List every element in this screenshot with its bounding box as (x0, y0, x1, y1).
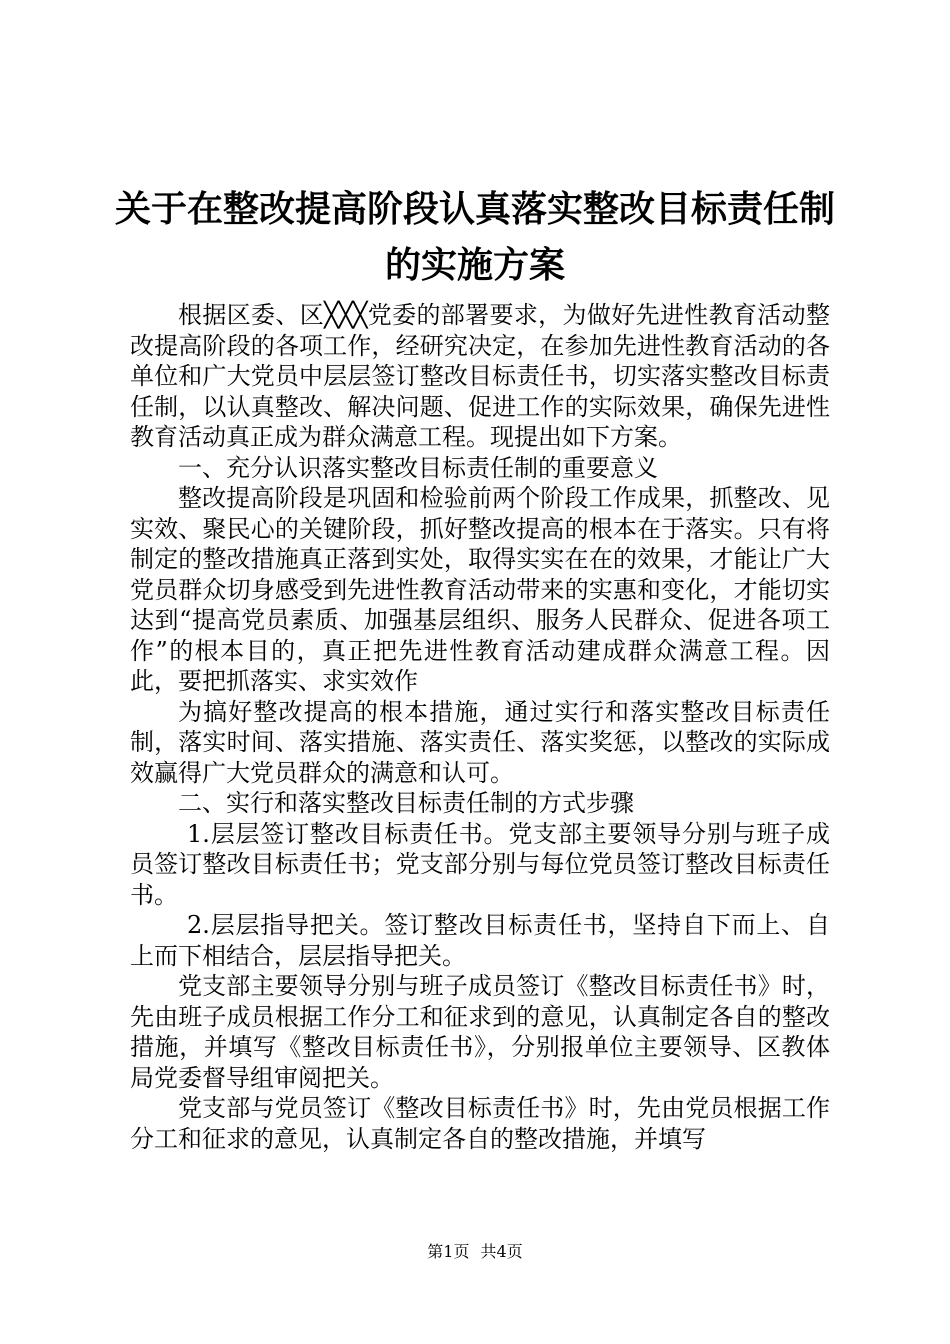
paragraph-significance: 整改提高阶段是巩固和检验前两个阶段工作成果，抓整改、见实效、聚民心的关键阶段，抓好整改提高的根本在于落实。只有将制定的整改措施真正落到实处，取得实实在在的效果，才能让广大党员群众切身感受到先进性教育活动带来的实惠和变化，才能切实达到“提高党员素质、加强基层组织、服务人民群众、促进各项工作”的根本目的，真正把先进性教育活动建成群众满意工程。因此，要把抓落实、求实效作 (130, 484, 830, 695)
step-1: 1.层层签订整改目标责任书。党支部主要领导分别与班子成员签订整改目标责任书；党支部分别与每位党员签订整改目标责任书。 (130, 819, 830, 909)
paragraph-member-signing: 党支部与党员签订《整改目标责任书》时，先由党员根据工作分工和征求的意见，认真制定各自的整改措施，并填写 (130, 1094, 830, 1153)
paragraph-measures: 为搞好整改提高的根本措施，通过实行和落实整改目标责任制，落实时间、落实措施、落实责任、落实奖惩，以整改的实际成效赢得广大党员群众的满意和认可。 (130, 697, 830, 787)
page-number: 第1页 (427, 1242, 470, 1261)
paragraph-leader-signing: 党支部主要领导分别与班子成员签订《整改目标责任书》时，先由班子成员根据工作分工和征求到的意见，认真制定各自的整改措施，并填写《整改目标责任书》，分别报单位主要领导、区教体局党委督导组审阅把关。 (130, 972, 830, 1092)
document-title-line-2: 的实施方案 (384, 245, 565, 286)
step-2: 2.层层指导把关。签订整改目标责任书，坚持自下而上、自上而下相结合，层层指导把关。 (130, 911, 830, 970)
document-body (130, 300, 830, 1154)
section-heading-1: 一、充分认识落实整改目标责任制的重要意义 (178, 453, 658, 482)
paragraph-intro: 根据区委、区╳╳╳党委的部署要求，为做好先进性教育活动整改提高阶段的各项工作，经研究决定，在参加先进性教育活动的各单位和广大党员中层层签订整改目标责任书，切实落实整改目标责任制，以认真整改、解决问题、促进工作的实际效果，确保先进性教育活动真正成为群众满意工程。现提出如下方案。 (130, 301, 830, 451)
page-footer (0, 1242, 950, 1262)
section-heading-2: 二、实行和落实整改目标责任制的方式步骤 (178, 789, 634, 817)
page-total: 共4页 (480, 1242, 523, 1261)
document-title-line-1: 关于在整改提高阶段认真落实整改目标责任制 (114, 189, 835, 230)
